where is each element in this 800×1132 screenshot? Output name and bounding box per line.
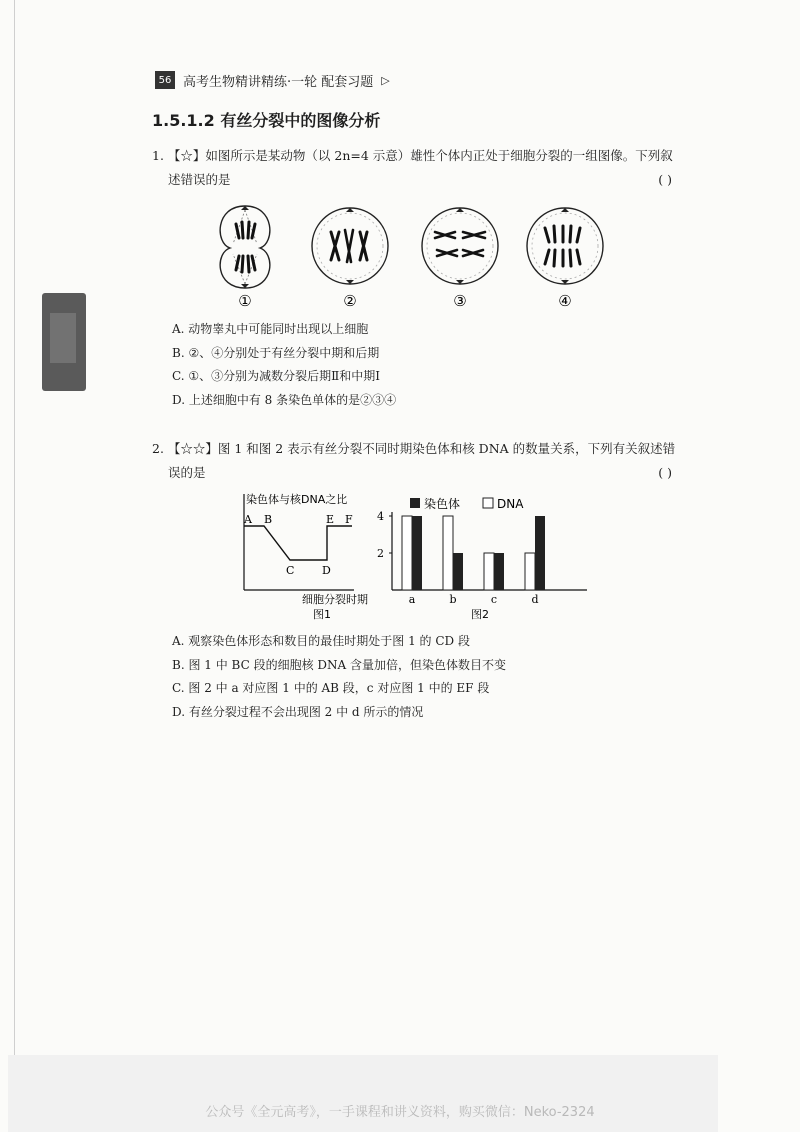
option-d[interactable]: D. 有丝分裂过程不会出现图 2 中 d 所示的情况 — [172, 704, 424, 719]
y-tick-label-2: 2 — [377, 547, 384, 560]
bar-dna-b — [443, 516, 453, 590]
bar-dna-d — [525, 553, 535, 590]
footer-band — [8, 1055, 718, 1132]
point-d: D — [322, 564, 331, 577]
bar-chromosome-a — [412, 516, 422, 590]
option-c[interactable]: C. 图 2 中 a 对应图 1 中的 AB 段，c 对应图 1 中的 EF 段 — [172, 681, 490, 695]
bar-dna-c — [484, 553, 494, 590]
figure-1-caption: 图1 — [313, 608, 331, 621]
legend-chromosome-swatch — [410, 498, 420, 508]
bar-chromosome-c — [494, 553, 504, 590]
question-2-stem-line1: 2. 【☆☆】图 1 和图 2 表示有丝分裂不同时期染色体和核 DNA 的数量关系，下列有关叙述错 — [152, 441, 676, 456]
point-b: B — [264, 513, 273, 526]
legend-chromosome-label: 染色体 — [424, 497, 461, 511]
header-title: 高考生物精讲精练·一轮 配套习题 — [183, 74, 374, 90]
question-1-options — [172, 318, 396, 412]
option-a[interactable]: A. 动物睾丸中可能同时出现以上细胞 — [172, 322, 369, 336]
play-icon: ▷ — [381, 73, 390, 87]
question-1 — [152, 144, 672, 192]
bar-chromosome-b — [453, 553, 463, 590]
cell-2-label: ② — [343, 292, 357, 310]
section-title: 1.5.1.2 有丝分裂中的图像分析 — [152, 111, 381, 130]
legend-dna-swatch — [483, 498, 493, 508]
option-b[interactable]: B. 图 1 中 BC 段的细胞核 DNA 含量加倍，但染色体数目不变 — [172, 657, 506, 672]
y-tick-label-4: 4 — [377, 510, 384, 523]
question-1-stem-line2-text: 述错误的是 — [168, 172, 231, 187]
point-e: E — [326, 513, 335, 526]
figure-1-xlabel: 细胞分裂时期 — [302, 593, 368, 606]
cell-4-figure — [527, 208, 603, 284]
cell-3-label: ③ — [453, 292, 467, 310]
question-2-figures — [232, 490, 592, 625]
bar-dna-a — [402, 516, 412, 590]
answer-blank: ( ) — [658, 172, 672, 187]
page-edge — [14, 0, 15, 1060]
figure-1 — [243, 492, 368, 621]
figure-2 — [377, 496, 587, 621]
point-c: C — [286, 564, 295, 577]
option-d[interactable]: D. 上述细胞中有 8 条染色单体的是②③④ — [172, 392, 397, 407]
cell-4-label: ④ — [558, 292, 572, 310]
question-2 — [152, 437, 676, 485]
footer-watermark: 公众号《全元高考》，一手课程和讲义资料，购买微信：Neko-2324 — [205, 1105, 595, 1120]
point-f: F — [345, 513, 353, 526]
bar-chromosome-d — [535, 516, 545, 590]
question-2-options — [172, 630, 506, 724]
page-header — [155, 70, 390, 90]
option-a[interactable]: A. 观察染色体形态和数目的最佳时期处于图 1 的 CD 段 — [172, 634, 470, 648]
legend-dna-label: DNA — [497, 497, 524, 511]
figure-1-ylabel: 染色体与核DNA之比 — [246, 493, 348, 506]
question-2-stem-line2 — [152, 461, 672, 485]
cell-1-figure — [220, 206, 270, 288]
category-label-a: a — [408, 593, 416, 606]
question-2-stem-line2-text: 误的是 — [168, 465, 206, 480]
category-label-d: d — [531, 593, 539, 606]
cell-1-label: ① — [238, 292, 252, 310]
cell-division-figures — [205, 198, 605, 313]
option-b[interactable]: B. ②、④分别处于有丝分裂中期和后期 — [172, 345, 380, 360]
option-c[interactable]: C. ①、③分别为减数分裂后期Ⅱ和中期Ⅰ — [172, 369, 381, 383]
side-tab — [42, 293, 86, 391]
page-number-badge: 56 — [155, 71, 175, 89]
category-label-b: b — [449, 593, 457, 606]
cell-2-figure — [312, 208, 388, 284]
question-1-stem-line2 — [152, 168, 672, 192]
answer-blank: ( ) — [658, 465, 672, 480]
figure-1-curve — [244, 526, 352, 560]
question-1-stem-line1: 1. 【☆】如图所示是某动物（以 2n=4 示意）雄性个体内正处于细胞分裂的一组图像。下列叙 — [152, 148, 673, 163]
point-a: A — [244, 513, 252, 526]
cell-3-figure — [422, 208, 498, 284]
category-label-c: c — [490, 593, 498, 606]
figure-2-caption: 图2 — [471, 608, 489, 621]
